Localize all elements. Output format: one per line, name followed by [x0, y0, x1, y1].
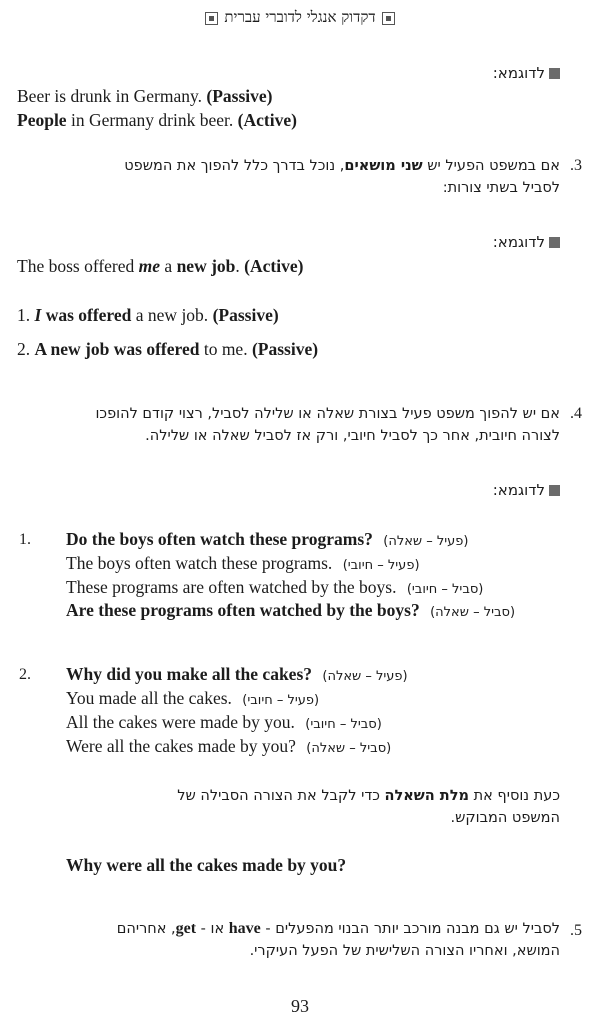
item-paragraph: אם יש להפוך משפט פעיל בצורת שאלה או שלילה לסביל, רצוי קודם להופכו לצורה חיובית, אחר כך לסביל חיובי, ורק אז לסביל שאלה או שלילה.	[95, 406, 560, 444]
running-header	[0, 8, 600, 27]
note-paragraph: כעת נוסיף את מלת השאלה כדי לקבל את הצורה הסבילה של המשפט המבוקש.	[177, 788, 560, 826]
example-sentence: Are these programs often watched by the boys? (סביל – שאלה)	[66, 600, 516, 620]
example-sentence: Beer is drunk in Germany. (Passive)	[17, 86, 273, 106]
example-sentence: Do the boys often watch these programs? (פעיל – שאלה)	[66, 529, 469, 549]
page-number: 93	[291, 996, 309, 1016]
item-paragraph: אם במשפט הפעיל יש שני מושאים, נוכל בדרך כלל להפוך את המשפט לסביל בשתי צורות:	[124, 158, 560, 196]
header-title: דקדוק אנגלי לדוברי עברית	[224, 8, 376, 26]
item-paragraph: לסביל יש גם מבנה מורכב יותר הבנוי מהפעלים - have או - get, אחריהם המושא, ואחריו הצורה השלישית של הפעל העיקרי.	[116, 920, 560, 959]
example-sentence: 2. A new job was offered to me. (Passive)	[17, 339, 319, 359]
item-number: .3	[570, 157, 582, 174]
example-sentence: You made all the cakes. (פעיל – חיובי)	[66, 688, 320, 708]
example-label: לדוגמא:	[493, 64, 560, 82]
header-ornament-icon	[382, 12, 395, 25]
example-sentence: The boss offered me a new job. (Active)	[17, 256, 304, 276]
example-sentence: Why were all the cakes made by you?	[66, 855, 347, 875]
item-number: .4	[570, 405, 582, 422]
item-number: .5	[570, 922, 582, 939]
square-bullet-icon	[549, 485, 560, 496]
example-sentence: Were all the cakes made by you? (סביל – שאלה)	[66, 736, 392, 756]
example-number: 2.	[19, 666, 31, 683]
square-bullet-icon	[549, 237, 560, 248]
square-bullet-icon	[549, 68, 560, 79]
header-ornament-icon	[205, 12, 218, 25]
example-label: לדוגמא:	[493, 481, 560, 499]
example-sentence: People in Germany drink beer. (Active)	[17, 110, 297, 130]
example-number: 1.	[19, 531, 31, 548]
example-label: לדוגמא:	[493, 233, 560, 251]
example-sentence: The boys often watch these programs. (פעיל – חיובי)	[66, 553, 420, 573]
example-sentence: Why did you make all the cakes? (פעיל – שאלה)	[66, 664, 408, 684]
example-sentence: All the cakes were made by you. (סביל – חיובי)	[66, 712, 382, 732]
example-sentence: These programs are often watched by the boys. (סביל – חיובי)	[66, 577, 484, 597]
example-sentence: 1. I was offered a new job. (Passive)	[17, 305, 279, 325]
